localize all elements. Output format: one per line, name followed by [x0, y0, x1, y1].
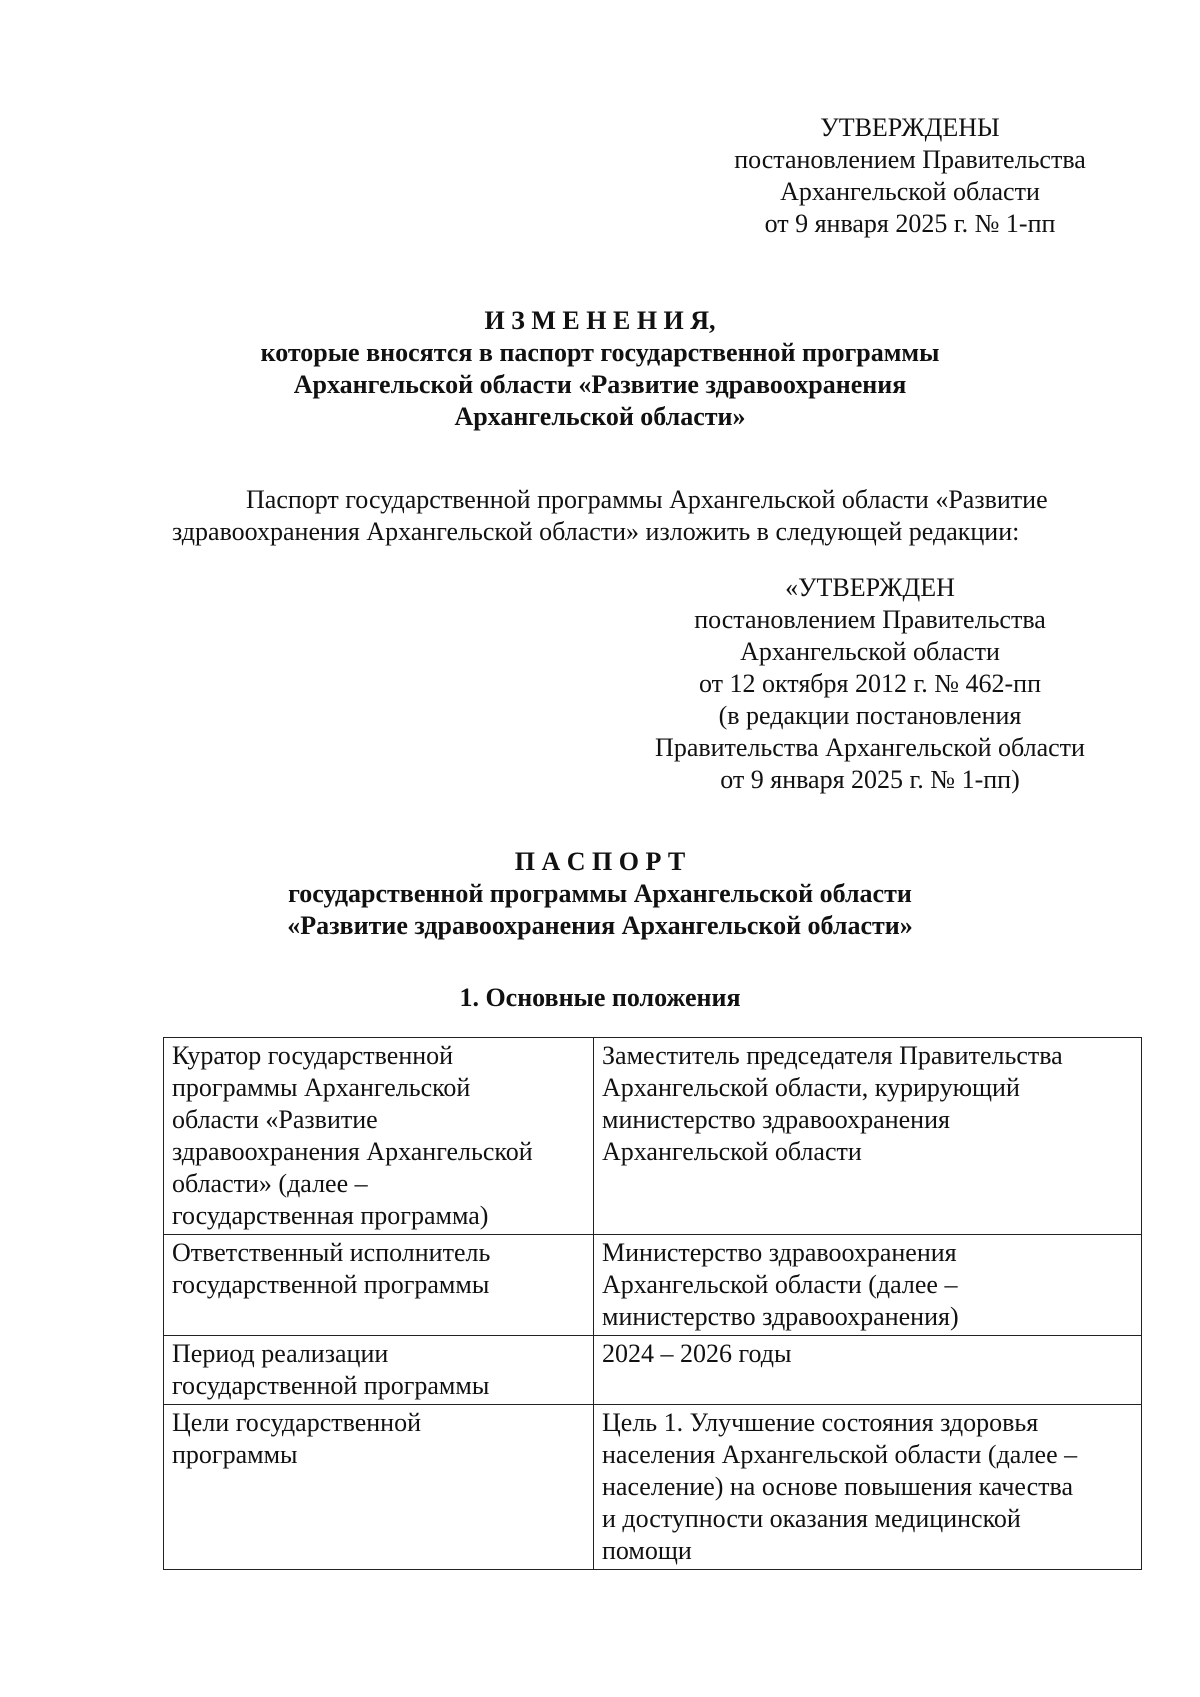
changes-heading: И З М Е Н Е Н И Я,	[484, 306, 716, 335]
table-cell-label	[164, 1336, 594, 1405]
table-row	[164, 1336, 1142, 1405]
main-provisions-table	[163, 1037, 1142, 1570]
cell-line: Архангельской области, курирующий	[602, 1073, 1020, 1102]
cell-line: программы	[172, 1440, 298, 1469]
approval-stamp-passport	[620, 572, 1120, 796]
changes-subtitle-line: Архангельской области»	[454, 402, 746, 431]
cell-line: 2024 – 2026 годы	[602, 1339, 792, 1368]
cell-line: государственной программы	[172, 1371, 490, 1400]
cell-line: государственная программа)	[172, 1201, 489, 1230]
cell-line: Куратор государственной	[172, 1041, 454, 1070]
table-cell-label	[164, 1235, 594, 1336]
cell-line: помощи	[602, 1536, 692, 1565]
approval-line: от 9 января 2025 г. № 1-пп)	[720, 765, 1020, 794]
approval-line: (в редакции постановления	[718, 701, 1022, 730]
cell-line: Цель 1. Улучшение состояния здоровья	[602, 1408, 1039, 1437]
cell-line: области «Развитие	[172, 1105, 378, 1134]
passport-subtitle-line: «Развитие здравоохранения Архангельской области»	[287, 911, 913, 940]
approval-line: Архангельской области	[740, 637, 1000, 666]
approval-line: от 9 января 2025 г. № 1-пп	[764, 209, 1056, 238]
approval-line: Архангельской области	[780, 177, 1040, 206]
cell-line: население) на основе повышения качества	[602, 1472, 1073, 1501]
table-row	[164, 1405, 1142, 1570]
cell-line: Период реализации	[172, 1339, 389, 1368]
approval-line: «УТВЕРЖДЕН	[785, 573, 955, 602]
table-cell-value	[594, 1038, 1142, 1235]
approval-line: УТВЕРЖДЕНЫ	[820, 113, 1000, 142]
cell-line: Министерство здравоохранения	[602, 1238, 957, 1267]
approval-line: Правительства Архангельской области	[655, 733, 1085, 762]
approval-line: постановлением Правительства	[734, 145, 1086, 174]
intro-line: Паспорт государственной программы Архангельской области «Развитие	[246, 485, 1048, 514]
intro-paragraph	[172, 484, 1132, 548]
cell-line: Ответственный исполнитель	[172, 1238, 491, 1267]
cell-line: государственной программы	[172, 1270, 490, 1299]
cell-line: Цели государственной	[172, 1408, 422, 1437]
cell-line: здравоохранения Архангельской	[172, 1137, 533, 1166]
passport-subtitle-line: государственной программы Архангельской области	[288, 879, 912, 908]
approval-stamp-top	[690, 112, 1130, 240]
table-cell-label	[164, 1038, 594, 1235]
section-title: 1. Основные положения	[459, 983, 741, 1012]
table-cell-value	[594, 1405, 1142, 1570]
cell-line: Архангельской области	[602, 1137, 862, 1166]
approval-line: от 12 октября 2012 г. № 462-пп	[699, 669, 1041, 698]
table-row	[164, 1038, 1142, 1235]
intro-line: здравоохранения Архангельской области» изложить в следующей редакции:	[172, 517, 1020, 546]
changes-subtitle-line: которые вносятся в паспорт государственной программы	[260, 338, 940, 367]
cell-line: области» (далее –	[172, 1169, 368, 1198]
changes-title-block	[0, 305, 1200, 433]
cell-line: населения Архангельской области (далее –	[602, 1440, 1078, 1469]
approval-line: постановлением Правительства	[694, 605, 1046, 634]
passport-heading: П А С П О Р Т	[514, 847, 686, 876]
table-cell-value	[594, 1235, 1142, 1336]
table-row	[164, 1235, 1142, 1336]
cell-line: программы Архангельской	[172, 1073, 471, 1102]
changes-subtitle-line: Архангельской области «Развитие здравоохранения	[293, 370, 907, 399]
table-cell-value	[594, 1336, 1142, 1405]
cell-line: Заместитель председателя Правительства	[602, 1041, 1063, 1070]
cell-line: министерство здравоохранения	[602, 1105, 950, 1134]
cell-line: Архангельской области (далее –	[602, 1270, 958, 1299]
cell-line: и доступности оказания медицинской	[602, 1504, 1021, 1533]
cell-line: министерство здравоохранения)	[602, 1302, 959, 1331]
table-cell-label	[164, 1405, 594, 1570]
passport-title-block	[0, 846, 1200, 942]
